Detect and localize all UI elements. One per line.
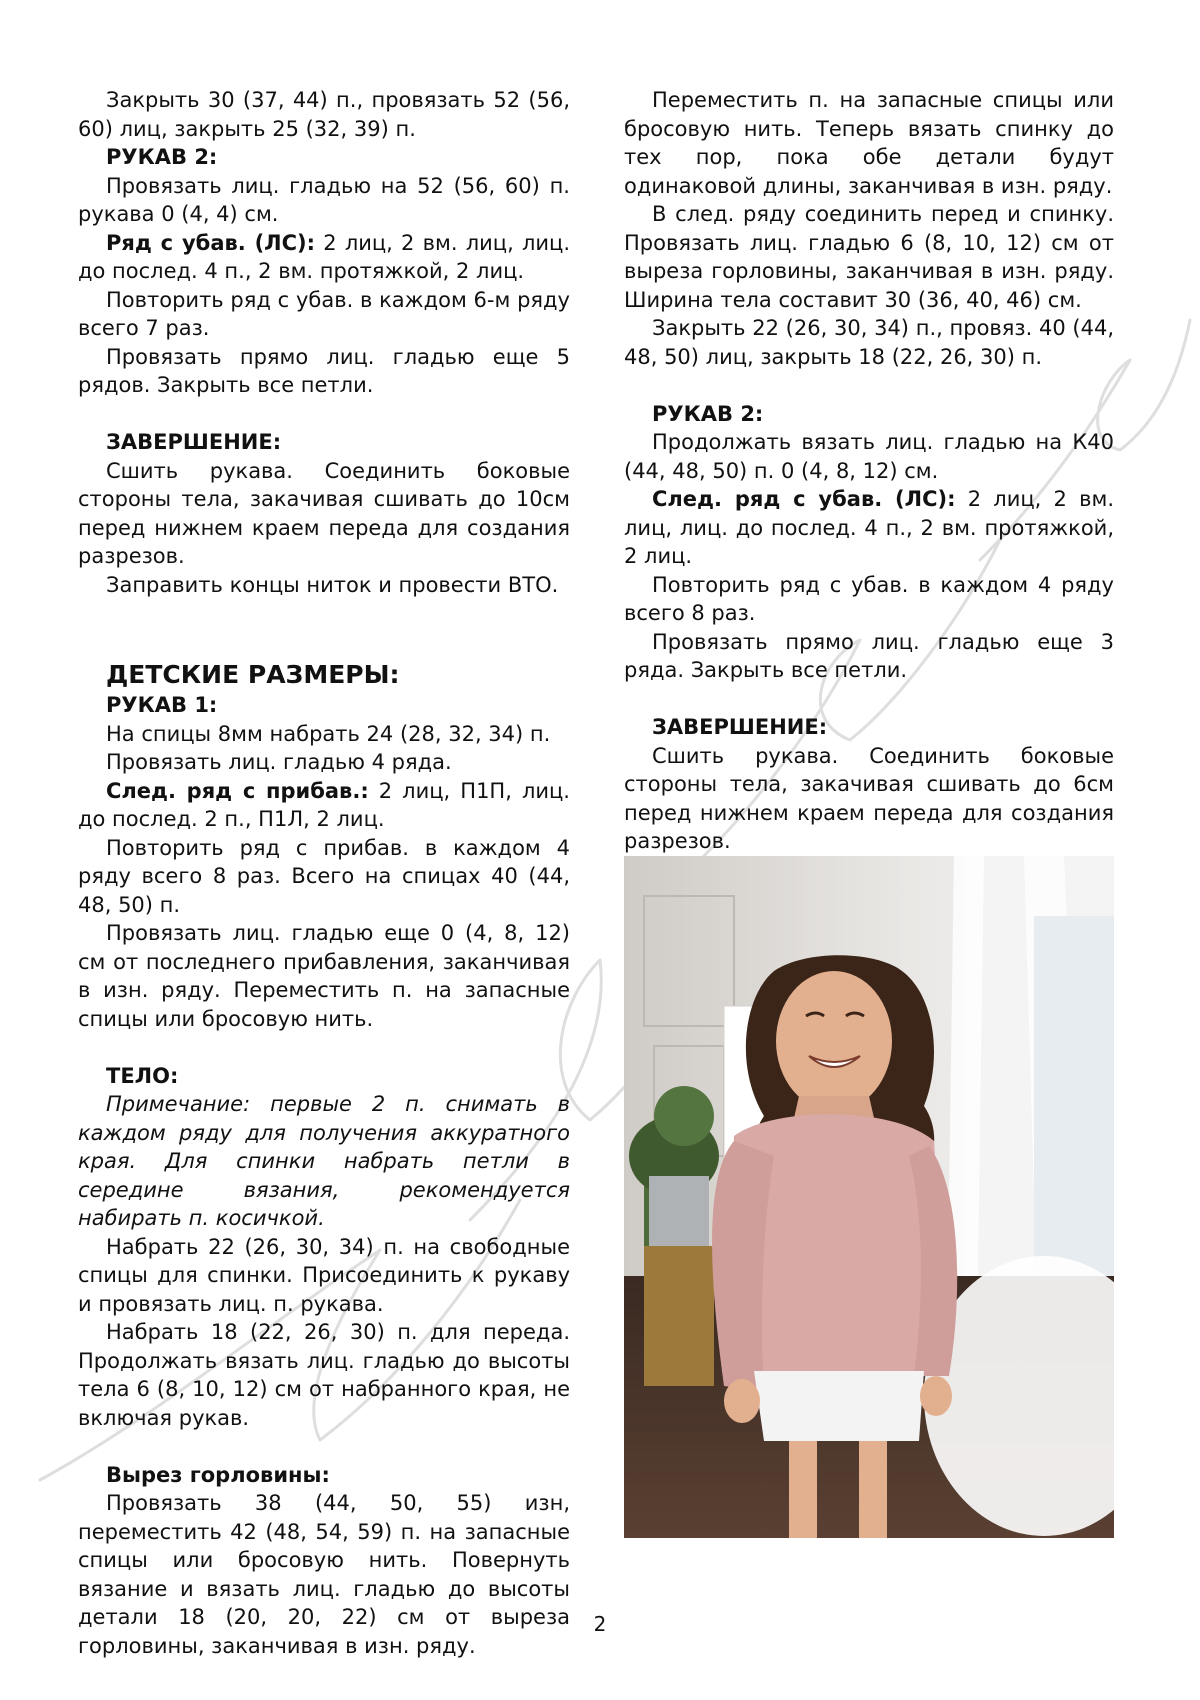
sleeve1-heading: РУКАВ 1: xyxy=(106,693,218,717)
paragraph xyxy=(78,777,570,834)
paragraph: Провязать лиц. гладью 4 ряда. xyxy=(106,750,452,774)
finish-heading: ЗАВЕРШЕНИЕ: xyxy=(106,430,282,454)
paragraph: Повторить ряд с прибав. в каждом 4 ряду всего 8 раз. Всего на спицах 40 (44, 48, 50) п. xyxy=(78,835,570,917)
paragraph: Провязать лиц. гладью еще 0 (4, 8, 12) см от последнего прибавления, заканчивая в изн. ряду. Переместить п. на запасные спицы или бросовую нить. xyxy=(78,921,570,1031)
right-column xyxy=(624,86,1114,884)
paragraph: Набрать 22 (26, 30, 34) п. на свободные спицы для спинки. Присоединить к рукаву и провязать лиц. п. рукава. xyxy=(78,1234,570,1316)
paragraph: Повторить ряд с убав. в каждом 4 ряду всего 8 раз. xyxy=(624,572,1114,625)
paragraph: Провязать лиц. гладью на 52 (56, 60) п. рукава 0 (4, 4) см. xyxy=(78,173,570,226)
finish-heading: ЗАВЕРШЕНИЕ: xyxy=(652,715,828,739)
row-label: Ряд с убав. (ЛС): xyxy=(106,230,316,255)
page-number: 2 xyxy=(593,1612,607,1636)
paragraph: Заправить концы ниток и провести ВТО. xyxy=(106,572,559,597)
photo-child-sweater xyxy=(624,856,1114,1538)
paragraph: В след. ряду соединить перед и спинку. Провязать лиц. гладью 6 (8, 10, 12) см от выреза горловины, заканчивая в изн. ряду. Ширина тела составит 30 (36, 40, 46) см. xyxy=(624,202,1114,312)
left-column xyxy=(78,86,570,1660)
paragraph: Провязать 38 (44, 50, 55) изн, переместить 42 (48, 54, 59) п. на запасные спицы или бросовую нить. Повернуть вязание и вязать лиц. гладью до высоты детали 18 (20, 20, 22) см от выреза горловины, заканчивая в изн. ряду. xyxy=(78,1491,570,1658)
paragraph: Продолжать вязать лиц. гладью на К40 (44, 48, 50) п. 0 (4, 8, 12) см. xyxy=(624,430,1114,483)
paragraph: Переместить п. на запасные спицы или бросовую нить. Теперь вязать спинку до тех пор, пока обе детали будут одинаковой длины, заканчивая в изн. ряду. xyxy=(624,88,1114,198)
paragraph xyxy=(78,229,570,286)
row-text: 2 лиц, 2 вм. лиц, лиц. до послед. 4 п., 2 вм. протяжкой, 2 лиц. xyxy=(624,487,1114,568)
sleeve2-heading: РУКАВ 2: xyxy=(652,401,764,426)
note: Примечание: первые 2 п. снимать в каждом ряду для получения аккуратного края. Для спинки набрать петли в середине вязания, рекомендуется набирать п. косичкой. xyxy=(78,1092,570,1230)
paragraph: Провязать прямо лиц. гладью еще 3 ряда. Закрыть все петли. xyxy=(624,629,1114,682)
neckline-heading: Вырез горловины: xyxy=(106,1462,330,1487)
paragraph: Сшить рукава. Соединить боковые стороны тела, закачивая сшивать до 6см перед нижнем краем переда для создания разрезов. xyxy=(624,743,1114,853)
row-text: 2 лиц, П1П, лиц. до послед. 2 п., П1Л, 2 лиц. xyxy=(78,778,570,831)
paragraph: Закрыть 22 (26, 30, 34) п., провяз. 40 (44, 48, 50) лиц, закрыть 18 (22, 26, 30) п. xyxy=(624,316,1114,369)
paragraph xyxy=(624,485,1114,571)
paragraph: Сшить рукава. Соединить боковые стороны тела, закачивая сшивать до 10см перед нижнем краем переда для создания разрезов. xyxy=(78,458,570,568)
paragraph: Закрыть 30 (37, 44) п., провязать 52 (56, 60) лиц, закрыть 25 (32, 39) п. xyxy=(78,88,570,141)
paragraph: На спицы 8мм набрать 24 (28, 32, 34) п. xyxy=(106,721,551,746)
paragraph: Повторить ряд с убав. в каждом 6-м ряду всего 7 раз. xyxy=(78,287,570,340)
photo-illustration xyxy=(624,856,1114,1538)
sleeve2-heading: РУКАВ 2: xyxy=(106,145,218,169)
row-text: 2 лиц, 2 вм. лиц, лиц. до послед. 4 п., 2 вм. протяжкой, 2 лиц. xyxy=(78,230,570,283)
kids-sizes-heading: ДЕТСКИЕ РАЗМЕРЫ: xyxy=(106,660,400,689)
row-label: След. ряд с прибав.: xyxy=(106,778,369,803)
row-label: След. ряд с убав. (ЛС): xyxy=(652,487,956,511)
paragraph: Провязать прямо лиц. гладью еще 5 рядов. Закрыть все петли. xyxy=(78,344,570,397)
body-heading: ТЕЛО: xyxy=(106,1063,179,1088)
paragraph: Набрать 18 (22, 26, 30) п. для переда. Продолжать вязать лиц. гладью до высоты тела 6 (8, 10, 12) см от набранного края, не включая рукав. xyxy=(78,1320,570,1430)
